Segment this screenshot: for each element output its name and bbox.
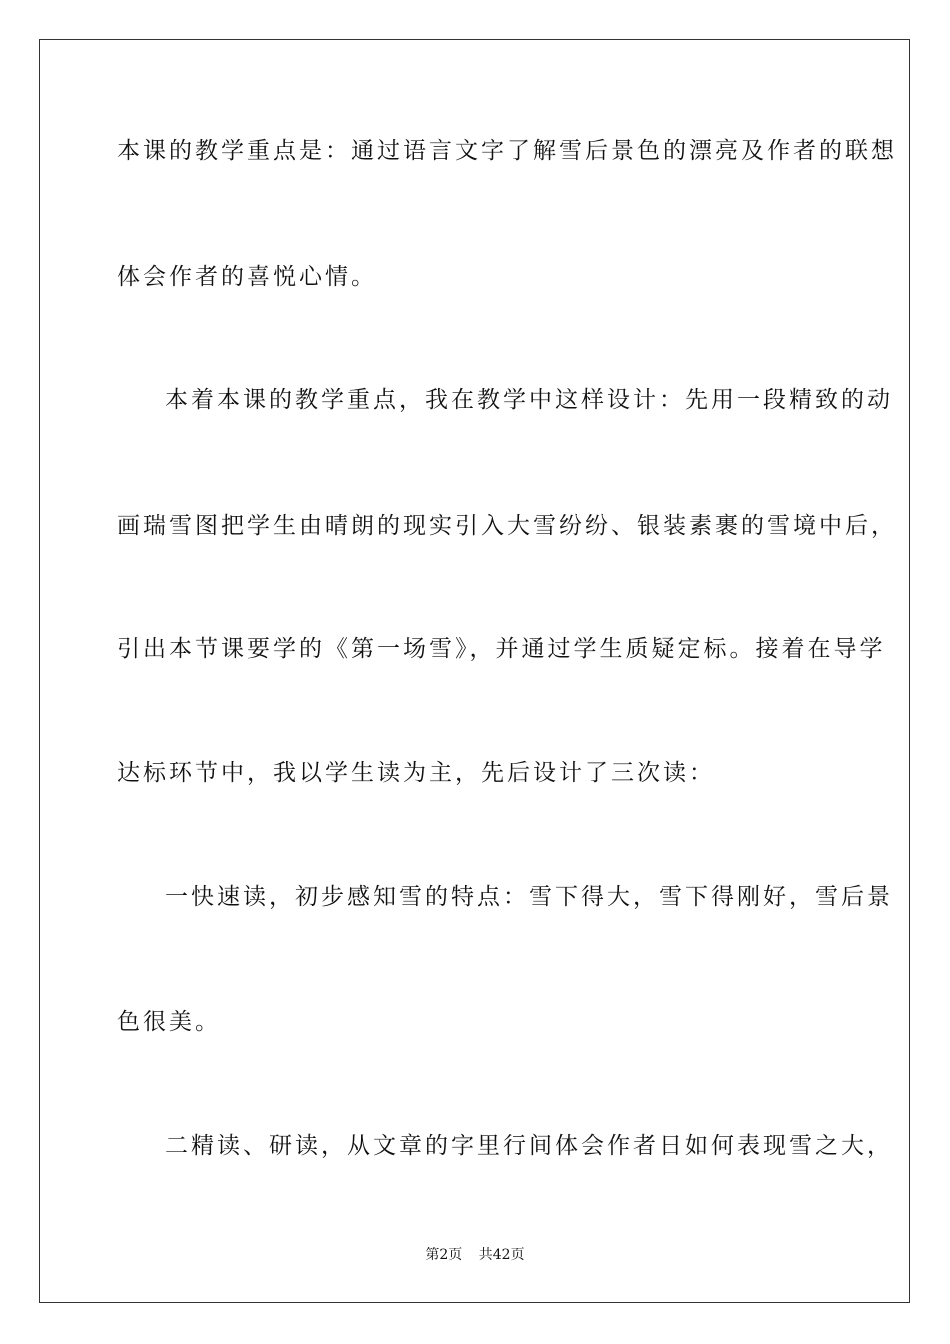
- text-line: 一快速读，初步感知雪的特点：雪下得大，雪下得刚好，雪后景: [165, 884, 893, 910]
- text-line: 二精读、研读，从文章的字里行间体会作者日如何表现雪之大，: [165, 1133, 893, 1159]
- page-total: 共42页: [478, 1247, 525, 1263]
- page-border: [39, 39, 910, 1303]
- text-line: 画瑞雪图把学生由晴朗的现实引入大雪纷纷、银装素裹的雪境中后，: [117, 513, 897, 539]
- text-line: 本着本课的教学重点，我在教学中这样设计：先用一段精致的动: [165, 387, 893, 413]
- text-line: 本课的教学重点是：通过语言文字了解雪后景色的漂亮及作者的联想: [117, 138, 897, 164]
- page-footer: [0, 1246, 950, 1264]
- text-line: 色很美。: [117, 1009, 221, 1035]
- text-line: 达标环节中，我以学生读为主，先后设计了三次读：: [117, 760, 715, 786]
- text-line: 体会作者的喜悦心情。: [117, 264, 377, 290]
- text-line: 引出本节课要学的《第一场雪》，并通过学生质疑定标。接着在导学: [117, 636, 886, 662]
- page-number: 第2页: [425, 1247, 463, 1263]
